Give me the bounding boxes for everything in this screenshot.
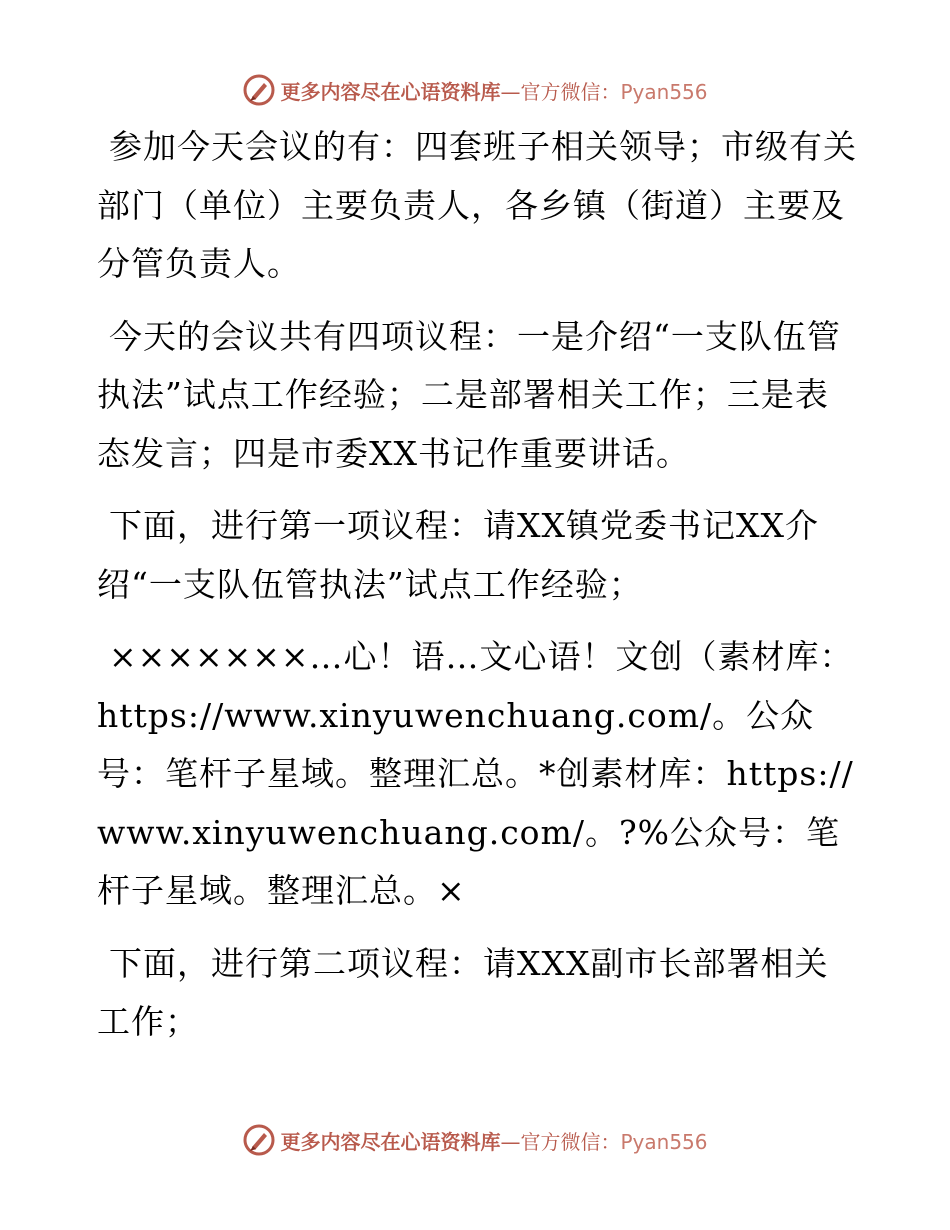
paragraph-item-one: 下面，进行第一项议程：请XX镇党委书记XX介绍“一支队伍管执法”试点工作经验； (97, 506, 819, 604)
banner-wechat-id: Pyan556 (620, 79, 708, 104)
banner-text (280, 76, 707, 105)
brush-logo-icon (242, 1123, 276, 1157)
page-footer-banner (0, 1120, 950, 1160)
paragraph-agenda: 今天的会议共有四项议程：一是介绍“一支队伍管执法”试点工作经验；二是部署相关工作；三是表态发言；四是市委XX书记作重要讲话。 (97, 316, 841, 473)
banner-wechat-id: Pyan556 (620, 1129, 708, 1154)
document-body (97, 118, 857, 1066)
banner-text (280, 1126, 707, 1155)
banner-wechat-label: 官方微信： (520, 1129, 621, 1154)
paragraph-attendees: 参加今天会议的有：四套班子相关领导；市级有关部门（单位）主要负责人，各乡镇（街道）主要及分管负责人。 (97, 127, 857, 283)
banner-wechat-label: 官方微信： (520, 79, 621, 104)
brush-logo-icon (242, 73, 276, 107)
paragraph-watermark-note: ×××××××…心！语…文心语！文创（素材库：https://www.xinyuwenchuang.com/。公众号：笔杆子星域。整理汇总。*创素材库：https://www.xinyuwenchuang.com/。?%公众号：笔杆子星域。整理汇总。× (97, 637, 854, 910)
banner-dash: — (500, 79, 521, 104)
banner-dash: — (500, 1129, 521, 1154)
paragraph-item-two: 下面，进行第二项议程：请XXX副市长部署相关工作； (97, 943, 829, 1041)
banner-lead: 更多内容尽在心语资料库 (280, 79, 501, 104)
banner-lead: 更多内容尽在心语资料库 (280, 1129, 501, 1154)
page-header-banner (0, 70, 950, 110)
